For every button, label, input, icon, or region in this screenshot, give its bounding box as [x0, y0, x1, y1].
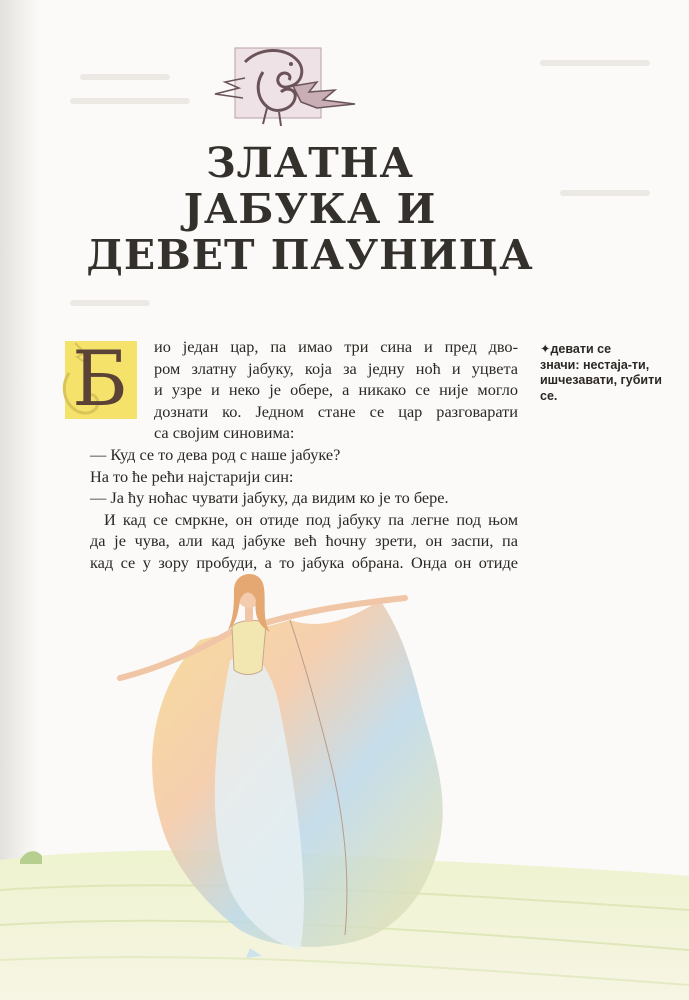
glossary-marker-icon: ✦: [540, 342, 551, 356]
dragon-ornament-icon: [205, 42, 370, 132]
title-line-3: ДЕВЕТ ПАУНИЦА: [86, 231, 534, 279]
bleed-through-line: [70, 98, 190, 104]
drop-cap-letter: Б: [72, 334, 128, 423]
glossary-term: девати се: [550, 342, 612, 356]
maiden-illustration: [0, 560, 689, 1000]
story-title: [80, 140, 540, 278]
title-line-1: ЗЛАТНА: [206, 139, 414, 187]
story-line: На то ће рећи најстарији син:: [90, 466, 294, 486]
glossary-definition: значи: нестаја-ти, ишчезавати, губити се.: [540, 357, 662, 403]
title-line-2: ЈАБУКА И: [183, 185, 437, 233]
story-line: и узре и неко је обере, а никако се није могло: [154, 380, 518, 400]
story-text: [90, 336, 518, 574]
story-line: са својим синовима:: [154, 423, 295, 443]
bleed-through-line: [70, 300, 150, 306]
story-line: И кад се смркне, он отиде под јабуку па легне под њом: [104, 509, 518, 529]
story-line: кад се у зору пробуди, а то јабука обрана. Онда он отиде: [90, 552, 518, 572]
story-line: ром златну јабуку, која за једну ноћ и уцвета: [154, 358, 518, 378]
story-line: — Ја ћу ноћас чувати јабуку, да видим ко је то бере.: [90, 488, 449, 508]
story-line: ио један цар, па имао три сина и пред дво-: [154, 337, 518, 356]
story-line: дознати ко. Једном стане се цар разговарати: [154, 401, 518, 421]
story-line: да је чува, али кад јабуке већ ћочну зрети, он заспи, па: [90, 531, 518, 551]
bleed-through-line: [80, 74, 170, 80]
bleed-through-line: [560, 190, 650, 196]
story-line: — Куд се то дева род с наше јабуке?: [90, 444, 341, 464]
bleed-through-line: [540, 60, 650, 66]
glossary-note: [540, 342, 680, 404]
